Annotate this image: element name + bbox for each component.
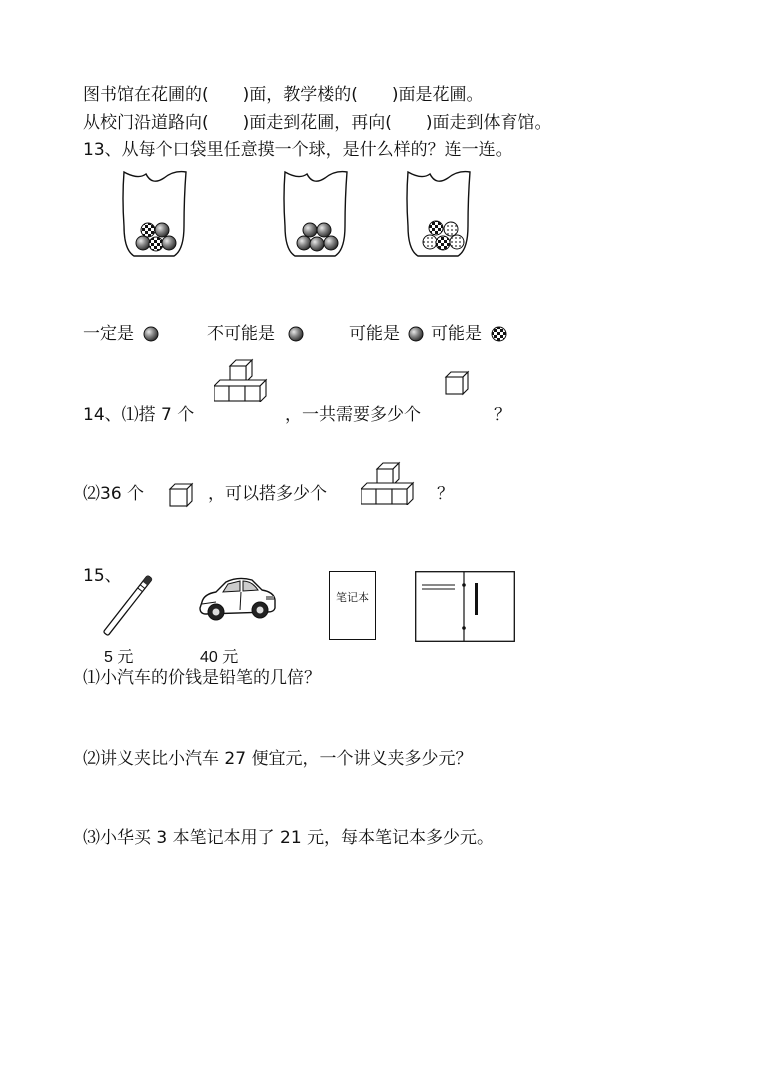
pencil-price: 5 元	[104, 649, 134, 666]
q14-part2-mid: ，可以搭多少个	[208, 484, 327, 504]
bag-1-mixed-balls	[118, 168, 193, 263]
option-certain-label: 一定是	[83, 324, 134, 344]
shaded-ball-icon	[288, 326, 304, 342]
option-possible-label-1: 可能是	[349, 324, 400, 344]
notebook-label: 笔记本	[336, 591, 369, 604]
option-possible-label-2: 可能是	[431, 324, 482, 344]
q12-line-2: 从校门沿道路向( )面走到花圃，再向( )面走到体育馆。	[83, 113, 552, 133]
q14-part2-question-mark: ？	[437, 484, 454, 504]
bag-3-dotted-balls	[402, 168, 477, 263]
q12-line-1: 图书馆在花圃的( )面，教学楼的( )面是花圃。	[83, 85, 484, 105]
single-cube-icon	[444, 370, 470, 396]
cube-structure-icon	[361, 461, 423, 505]
checkered-ball-icon	[491, 326, 507, 342]
notebook-icon	[329, 571, 376, 640]
option-impossible-label: 不可能是	[207, 324, 275, 344]
q15-sub-1: ⑴小汽车的价钱是铅笔的几倍？	[83, 668, 321, 688]
toy-car-icon	[196, 572, 278, 624]
q15-number: 15、	[83, 566, 122, 586]
q14-part2-prefix: ⑵36 个	[83, 484, 145, 504]
q15-sub-2: ⑵讲义夹比小汽车 27 便宜元，一个讲义夹多少元？	[83, 749, 473, 769]
q15-sub-3: ⑶小华买 3 本笔记本用了 21 元，每本笔记本多少元。	[83, 828, 495, 848]
binder-folder-icon	[415, 571, 515, 642]
pencil-icon	[95, 566, 167, 640]
q14-part1-question-mark: ？	[494, 405, 511, 425]
q13-title: 13、从每个口袋里任意摸一个球，是什么样的？连一连。	[83, 140, 513, 160]
car-price: 40 元	[200, 649, 239, 666]
bag-2-shaded-balls	[279, 168, 354, 263]
q14-part1-mid: ，一共需要多少个	[285, 405, 421, 425]
shaded-ball-icon	[408, 326, 424, 342]
q14-part1-prefix: 14、⑴搭 7 个	[83, 405, 195, 425]
shaded-ball-icon	[143, 326, 159, 342]
cube-structure-icon	[214, 358, 276, 402]
single-cube-icon	[168, 482, 194, 508]
